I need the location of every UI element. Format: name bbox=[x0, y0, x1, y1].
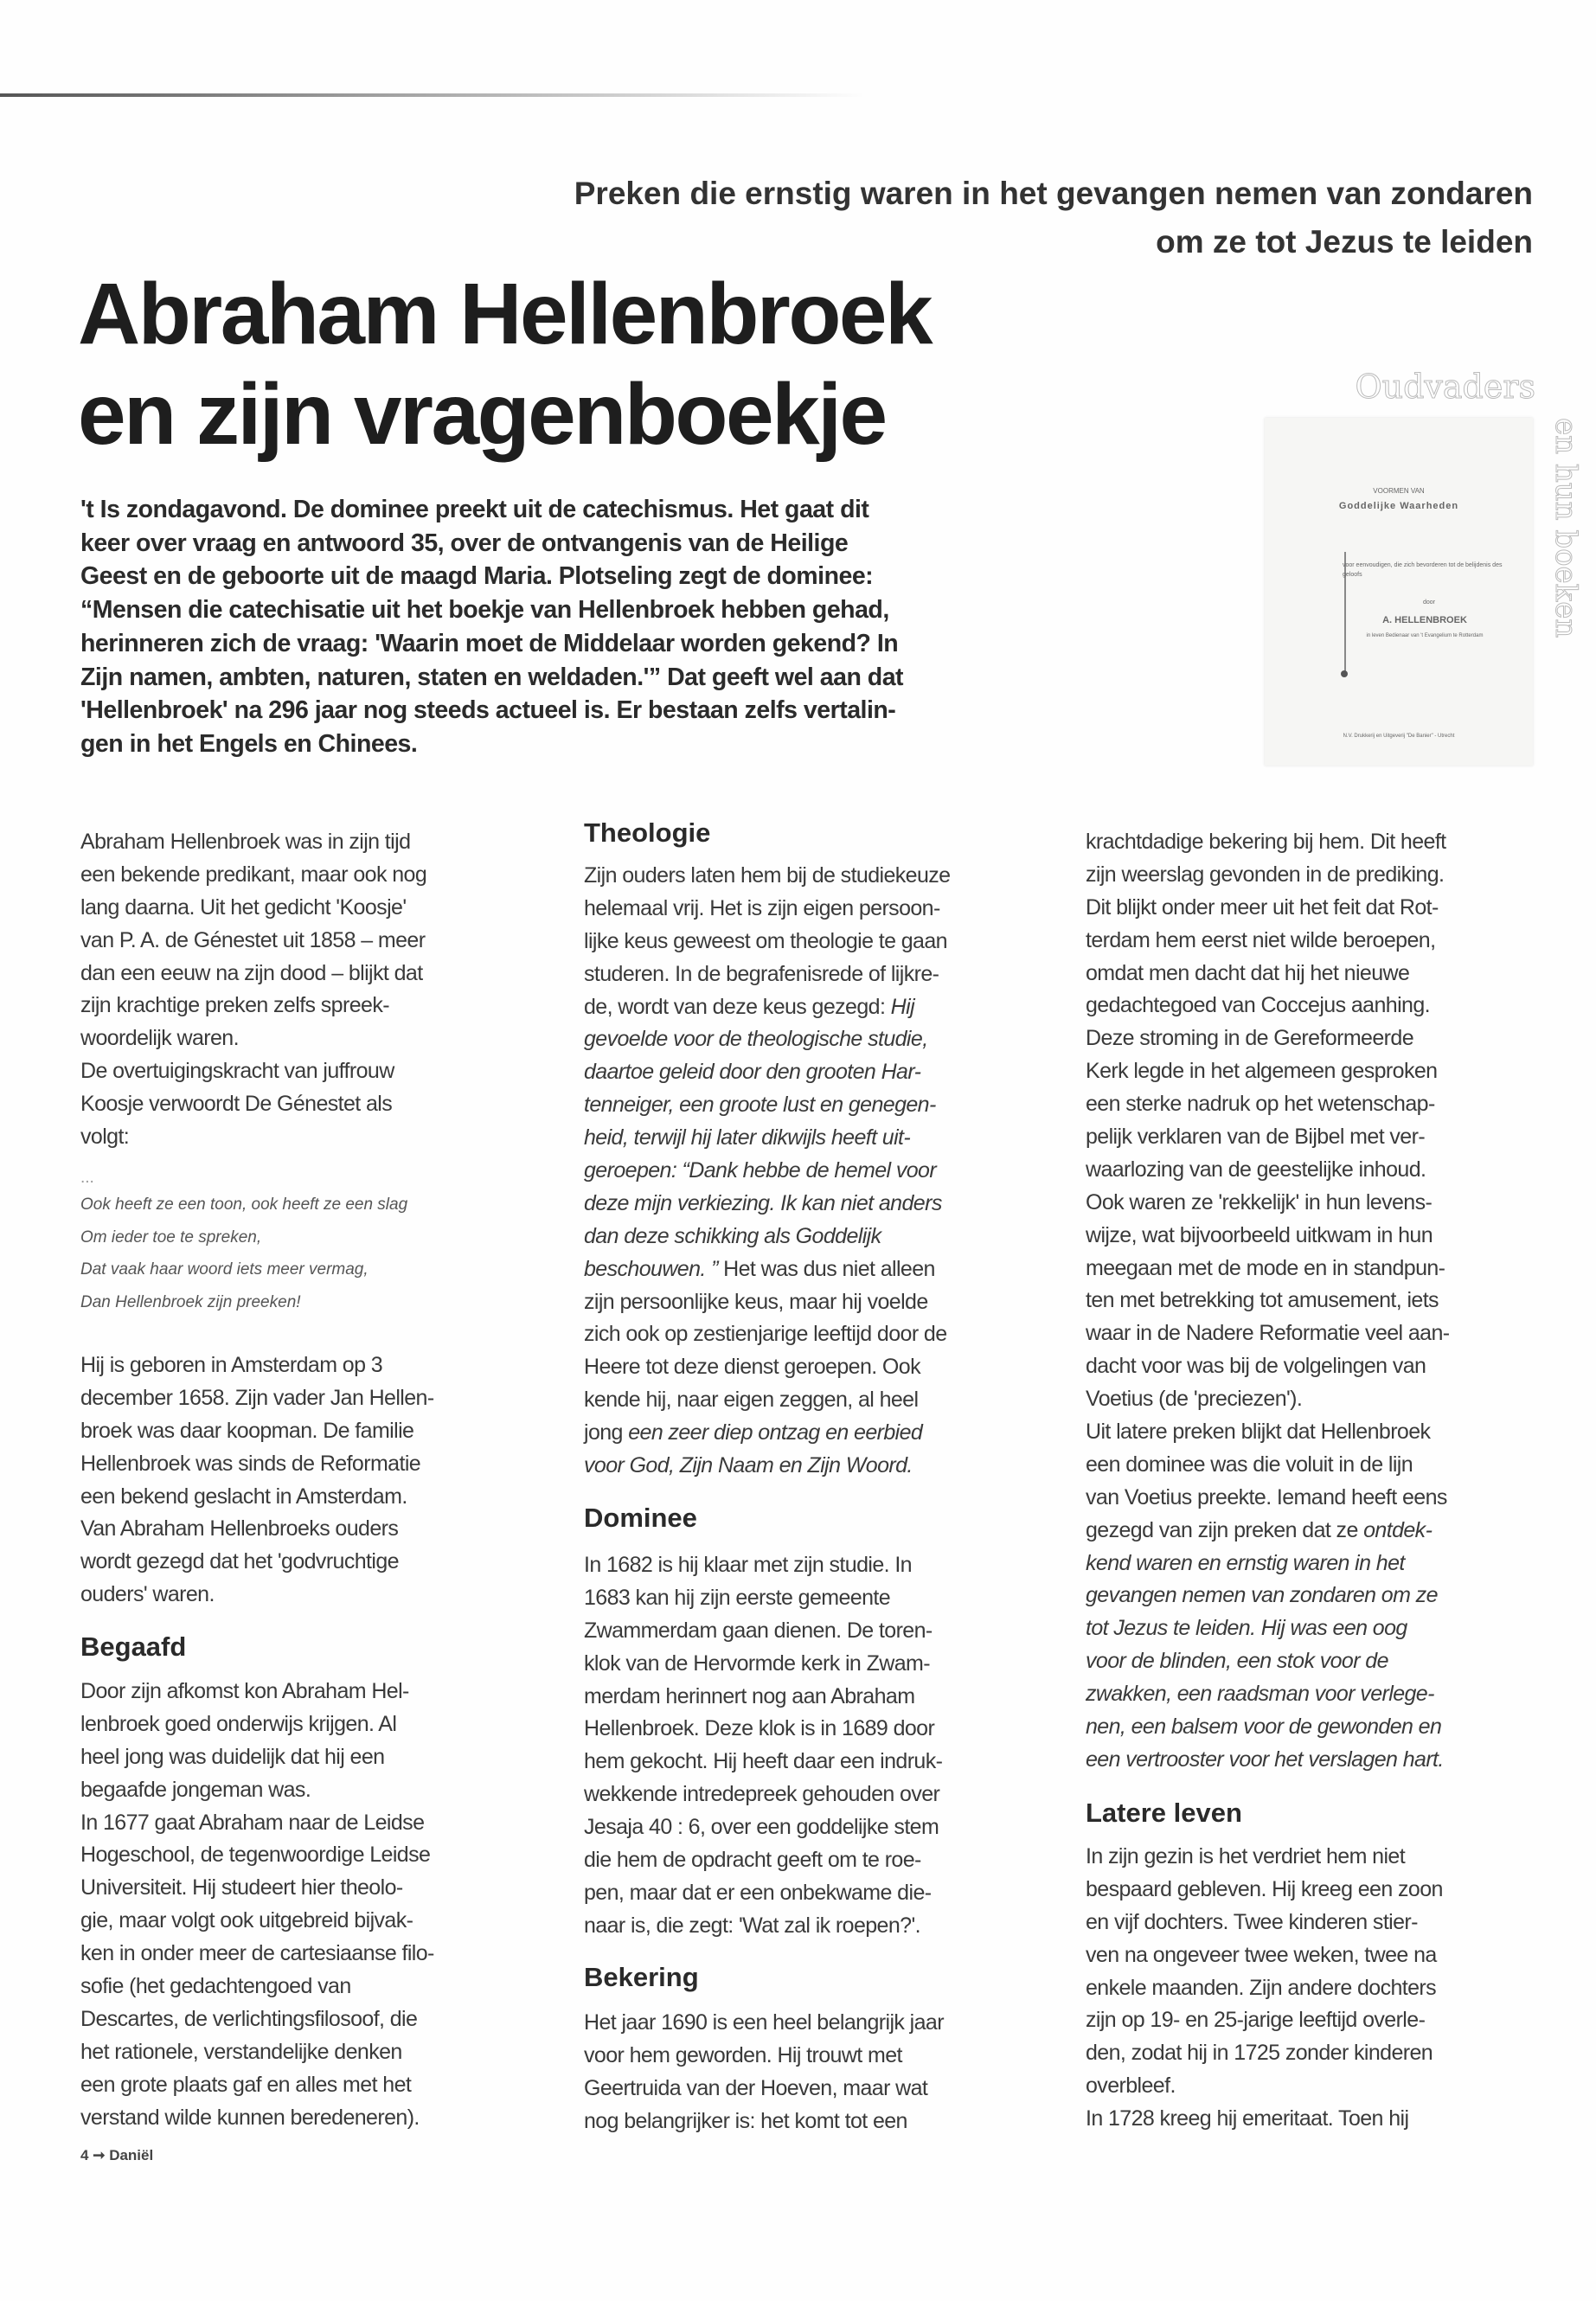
text-line bbox=[1086, 2037, 1553, 2070]
text-line bbox=[584, 1253, 1051, 1286]
text-segment: Het jaar 1690 is een heel belangrijk jaar bbox=[584, 2010, 944, 2035]
text-segment: zijn op 19- en 25-jarige leeftijd overle- bbox=[1086, 2008, 1426, 2033]
text-line bbox=[584, 2106, 1051, 2138]
text-line bbox=[584, 1155, 1051, 1188]
text-line bbox=[584, 1910, 1051, 1943]
text-line bbox=[80, 1121, 548, 1154]
text-line bbox=[1086, 1612, 1553, 1645]
italic-quote: ontdek- bbox=[1363, 1517, 1433, 1542]
text-line bbox=[80, 1448, 548, 1481]
text-segment: Jesaja 40 : 6, over een goddelijke stem bbox=[584, 1815, 939, 1840]
text-line bbox=[1086, 1972, 1553, 2005]
text-line bbox=[1086, 1874, 1553, 1907]
text-segment: helemaal vrij. Het is zijn eigen persoon- bbox=[584, 895, 940, 920]
col1-paragraph bbox=[80, 1676, 548, 2134]
text-segment: lenbroek goed onderwijs krijgen. Al bbox=[80, 1711, 397, 1736]
text-line bbox=[584, 926, 1051, 958]
col2-paragraph bbox=[584, 860, 1051, 1483]
text-segment: wijze, wat bijvoorbeeld uitkwam in hun bbox=[1086, 1222, 1433, 1247]
text-segment: zich ook op zestienjarige leeftijd door de bbox=[584, 1322, 947, 1347]
text-segment: gezegd van zijn preken dat ze bbox=[1086, 1517, 1364, 1542]
text-line bbox=[1086, 1154, 1553, 1187]
text-segment: Hellenbroek was sinds de Reformatie bbox=[80, 1451, 421, 1476]
text-line bbox=[584, 1417, 1051, 1450]
intro-line: 'Hellenbroek' na 296 jaar nog steeds actueel is. Er bestaan zelfs vertalin- bbox=[80, 696, 896, 725]
text-segment: Door zijn afkomst kon Abraham Hel- bbox=[80, 1679, 409, 1703]
text-line bbox=[584, 1089, 1051, 1122]
text-line bbox=[1086, 925, 1553, 958]
col3-paragraph bbox=[1086, 826, 1553, 1777]
text-segment: Ook waren ze 'rekkelijk' in hun levens- bbox=[1086, 1189, 1433, 1215]
col1-paragraph bbox=[80, 1349, 548, 1612]
text-segment: 1683 kan hij zijn eerste gemeente bbox=[584, 1585, 891, 1610]
text-segment: In 1682 is hij klaar met zijn studie. In bbox=[584, 1553, 912, 1577]
text-segment: die hem de opdracht geeft om te roe- bbox=[584, 1848, 921, 1873]
text-segment: Hij is geboren in Amsterdam op 3 bbox=[80, 1353, 383, 1377]
text-line bbox=[80, 1872, 548, 1905]
text-line bbox=[80, 2003, 548, 2036]
text-line bbox=[584, 1450, 1051, 1483]
text-line bbox=[584, 1877, 1051, 1910]
text-segment: enkele maanden. Zijn andere dochters bbox=[1086, 1975, 1437, 2000]
cover-line: in leven Bedienaar van 't Evangelium te Rotterdam bbox=[1366, 633, 1484, 638]
text-segment: Zwammerdam gaan dienen. De toren- bbox=[584, 1618, 933, 1643]
italic-quote: zwakken, een raadsman voor verlege- bbox=[1086, 1682, 1434, 1707]
text-line bbox=[1086, 1416, 1553, 1449]
text-line bbox=[1086, 1645, 1553, 1678]
intro-line: gen in het Engels en Chinees. bbox=[80, 729, 418, 758]
text-segment: lang daarna. Uit het gedicht 'Koosje' bbox=[80, 894, 407, 920]
text-line bbox=[584, 1286, 1051, 1319]
text-line bbox=[80, 1481, 548, 1514]
text-segment: Heere tot deze dienst geroepen. Ook bbox=[584, 1355, 920, 1380]
text-line bbox=[1086, 892, 1553, 925]
text-line bbox=[80, 892, 548, 925]
text-line bbox=[80, 859, 548, 892]
italic-quote: gevoelde voor de theologische studie, bbox=[584, 1027, 928, 1052]
text-segment: een sterke nadruk op het wetenschap- bbox=[1086, 1092, 1435, 1117]
intro-line: Geest en de geboorte uit de maagd Maria. Plotseling zegt de dominee: bbox=[80, 562, 874, 591]
text-line bbox=[1086, 1482, 1553, 1515]
text-segment: Hogeschool, de tegenwoordige Leidse bbox=[80, 1843, 431, 1868]
italic-quote: dan deze schikking als Goddelijk bbox=[584, 1223, 881, 1248]
text-segment: wekkende intredepreek gehouden over bbox=[584, 1782, 940, 1807]
text-segment: Het was dus niet alleen bbox=[717, 1256, 935, 1281]
col3-paragraph bbox=[1086, 1841, 1553, 2136]
text-line bbox=[80, 958, 548, 990]
text-line bbox=[80, 1971, 548, 2003]
cover-publisher: N.V. Drukkerij en Uitgeverij "De Banier" - Utrecht bbox=[1343, 734, 1455, 739]
italic-quote: daartoe geleid door den grooten Har- bbox=[584, 1060, 921, 1085]
italic-quote: tenneiger, een groote lust en genegen- bbox=[584, 1093, 936, 1118]
text-line bbox=[1086, 1285, 1553, 1317]
arrow-icon: ➞ bbox=[93, 2147, 106, 2163]
text-line bbox=[1086, 1907, 1553, 1939]
text-line bbox=[584, 1746, 1051, 1779]
text-line bbox=[80, 1022, 548, 1055]
italic-quote: geroepen: “Dank hebbe de hemel voor bbox=[584, 1158, 937, 1183]
text-segment: Kerk legde in het algemeen gesproken bbox=[1086, 1059, 1438, 1084]
text-segment: woordelijk waren. bbox=[80, 1026, 239, 1051]
text-line bbox=[584, 1384, 1051, 1417]
text-line bbox=[80, 1676, 548, 1708]
text-segment: heel jong was duidelijk dat hij een bbox=[80, 1744, 385, 1769]
article-title bbox=[78, 264, 931, 465]
text-line bbox=[584, 2073, 1051, 2106]
intro-line: 't Is zondagavond. De dominee preekt uit de catechismus. Het gaat dit bbox=[80, 496, 869, 523]
text-line bbox=[1086, 1548, 1553, 1580]
text-line bbox=[1086, 1121, 1553, 1154]
page-footer bbox=[80, 2147, 153, 2164]
text-segment: december 1658. Zijn vader Jan Hellen- bbox=[80, 1385, 434, 1410]
text-line bbox=[584, 1811, 1051, 1844]
text-line bbox=[80, 1382, 548, 1415]
text-segment: naar is, die zegt: 'Wat zal ik roepen?'. bbox=[584, 1913, 920, 1938]
text-line bbox=[80, 1088, 548, 1121]
heading-bekering: Bekering bbox=[584, 1962, 699, 1992]
intro-line: “Mensen die catechisatie uit het boekje van Hellenbroek hebben gehad, bbox=[80, 596, 889, 625]
text-line bbox=[584, 1779, 1051, 1811]
book-cover-image bbox=[1265, 418, 1533, 766]
text-segment: lijke keus geweest om theologie te gaan bbox=[584, 928, 947, 953]
text-segment: De overtuigingskracht van juffrouw bbox=[80, 1059, 394, 1084]
text-line bbox=[1086, 958, 1553, 990]
text-line bbox=[80, 1708, 548, 1741]
text-segment: den, zodat hij in 1725 zonder kinderen bbox=[1086, 2041, 1433, 2066]
text-segment: Zijn ouders laten hem bij de studiekeuze bbox=[584, 863, 951, 888]
text-segment: klok van de Hervormde kerk in Zwam- bbox=[584, 1650, 930, 1676]
intro-line: keer over vraag en antwoord 35, over de ontvangenis van de Heilige bbox=[80, 529, 849, 557]
text-segment: Abraham Hellenbroek was in zijn tijd bbox=[80, 830, 411, 854]
text-line bbox=[584, 2007, 1051, 2040]
poem-ellipsis: ... bbox=[80, 1169, 94, 1187]
text-segment: omdat men dacht dat hij het nieuwe bbox=[1086, 960, 1410, 985]
text-line bbox=[1086, 2070, 1553, 2103]
text-line bbox=[1086, 1841, 1553, 1874]
text-segment: zijn krachtige preken zelfs spreek- bbox=[80, 993, 389, 1018]
text-line bbox=[80, 1839, 548, 1872]
text-segment: In 1728 kreeg hij emeritaat. Toen hij bbox=[1086, 2106, 1409, 2131]
text-line bbox=[584, 1056, 1051, 1089]
poem-line: Om ieder toe te spreken, bbox=[80, 1227, 262, 1247]
text-segment: broek was daar koopman. De familie bbox=[80, 1418, 414, 1443]
italic-quote: voor God, Zijn Naam en Zijn Woord. bbox=[584, 1453, 913, 1478]
text-line bbox=[1086, 1350, 1553, 1383]
cover-dot bbox=[1341, 670, 1348, 677]
text-line bbox=[1086, 1055, 1553, 1088]
text-segment: dacht voor was bij de volgelingen van bbox=[1086, 1354, 1426, 1379]
text-segment: overbleef. bbox=[1086, 2073, 1176, 2099]
italic-quote: voor de blinden, een stok voor de bbox=[1086, 1649, 1388, 1674]
intro-line: herinneren zich de vraag: 'Waarin moet de Middelaar worden gekend? In bbox=[80, 629, 899, 657]
text-line bbox=[584, 1582, 1051, 1615]
heading-begaafd: Begaafd bbox=[80, 1631, 187, 1662]
text-line bbox=[584, 893, 1051, 926]
italic-quote: heid, terwijl hij later dikwijls heeft uit- bbox=[584, 1125, 911, 1150]
text-line bbox=[584, 1221, 1051, 1253]
text-line bbox=[584, 1713, 1051, 1746]
text-line bbox=[584, 991, 1051, 1024]
article-subtitle bbox=[574, 170, 1533, 266]
text-segment: de, wordt van deze keus gezegd: bbox=[584, 994, 891, 1019]
italic-quote: een zeer diep ontzag en eerbied bbox=[628, 1420, 923, 1445]
series-subtitle: en hun boeken bbox=[1548, 418, 1583, 638]
scan-edge bbox=[0, 93, 865, 97]
text-segment: Voetius (de 'preciezen'). bbox=[1086, 1387, 1303, 1412]
title-line: Abraham Hellenbroek bbox=[78, 266, 932, 362]
text-line bbox=[80, 1415, 548, 1448]
poem-line: Ook heeft ze een toon, ook heeft ze een slag bbox=[80, 1195, 408, 1214]
text-line bbox=[584, 1549, 1051, 1582]
text-segment: hem gekocht. Hij heeft daar een indruk- bbox=[584, 1749, 943, 1774]
text-segment: In 1677 gaat Abraham naar de Leidse bbox=[80, 1810, 425, 1835]
text-line bbox=[584, 1023, 1051, 1056]
text-segment: van Voetius preekte. Iemand heeft eens bbox=[1086, 1484, 1447, 1509]
text-line bbox=[1086, 1187, 1553, 1220]
text-segment: jong bbox=[584, 1420, 629, 1445]
text-segment: bespaard gebleven. Hij kreeg een zoon bbox=[1086, 1876, 1443, 1901]
text-segment: ken in onder meer de cartesiaanse filo- bbox=[80, 1941, 434, 1966]
text-line bbox=[584, 1615, 1051, 1648]
text-line bbox=[1086, 826, 1553, 859]
text-segment: een bekend geslacht in Amsterdam. bbox=[80, 1484, 407, 1509]
col1-paragraph bbox=[80, 826, 548, 1154]
text-segment: ouders' waren. bbox=[80, 1582, 215, 1607]
text-line bbox=[1086, 1515, 1553, 1548]
text-line bbox=[80, 1513, 548, 1546]
text-line bbox=[1086, 1383, 1553, 1416]
magazine-name: Daniël bbox=[109, 2147, 154, 2163]
text-segment: zijn weerslag gevonden in de prediking. bbox=[1086, 862, 1445, 887]
text-segment: volgt: bbox=[80, 1125, 130, 1150]
italic-quote: nen, een balsem voor de gewonden en bbox=[1086, 1715, 1442, 1740]
title-line: en zijn vragenboekje bbox=[78, 366, 886, 463]
text-line bbox=[80, 2036, 548, 2069]
series-title: Oudvaders bbox=[1355, 368, 1535, 406]
text-segment: een grote plaats gaf en alles met het bbox=[80, 2072, 412, 2097]
text-segment: het rationele, verstandelijke denken bbox=[80, 2039, 402, 2064]
text-segment: Deze stroming in de Gereformeerde bbox=[1086, 1026, 1413, 1051]
text-segment: dan een eeuw na zijn dood – blijkt dat bbox=[80, 960, 423, 985]
text-line bbox=[1086, 1022, 1553, 1055]
subtitle-line: om ze tot Jezus te leiden bbox=[1156, 224, 1533, 260]
text-segment: voor hem geworden. Hij trouwt met bbox=[584, 2042, 902, 2067]
text-segment: Hellenbroek. Deze klok is in 1689 door bbox=[584, 1716, 935, 1741]
text-segment: pelijk verklaren van de Bijbel met ver- bbox=[1086, 1125, 1426, 1150]
text-line bbox=[80, 990, 548, 1022]
text-line bbox=[1086, 2103, 1553, 2136]
poem-quote bbox=[80, 1168, 407, 1318]
text-segment: ven na ongeveer twee weken, twee na bbox=[1086, 1942, 1437, 1967]
text-line bbox=[80, 1579, 548, 1612]
cover-line: VOORMEN VAN bbox=[1373, 487, 1425, 495]
text-line bbox=[80, 1938, 548, 1971]
text-line bbox=[584, 1122, 1051, 1155]
text-segment: terdam hem eerst niet wilde beroepen, bbox=[1086, 927, 1436, 952]
text-line bbox=[584, 2040, 1051, 2073]
text-line bbox=[80, 1774, 548, 1807]
italic-quote: tot Jezus te leiden. Hij was een oog bbox=[1086, 1616, 1407, 1641]
text-segment: een dominee was die voluit in de lijn bbox=[1086, 1452, 1413, 1477]
text-segment: Dit blijkt onder meer uit het feit dat Rot- bbox=[1086, 894, 1439, 920]
text-segment: merdam herinnert nog aan Abraham bbox=[584, 1683, 915, 1708]
italic-quote: beschouwen. ” bbox=[584, 1256, 718, 1281]
cover-line: voor eenvoudigen, die zich bevorderen tot de belijdenis des geloofs bbox=[1343, 562, 1503, 578]
text-line bbox=[80, 826, 548, 859]
page-number: 4 bbox=[80, 2147, 89, 2163]
text-line bbox=[1086, 1744, 1553, 1777]
text-line bbox=[80, 1741, 548, 1774]
italic-quote: kend waren en ernstig waren in het bbox=[1086, 1550, 1405, 1575]
text-segment: kende hij, naar eigen zeggen, al heel bbox=[584, 1388, 919, 1413]
text-line bbox=[80, 1349, 548, 1382]
text-line bbox=[584, 1318, 1051, 1351]
text-segment: ten met betrekking tot amusement, iets bbox=[1086, 1288, 1439, 1313]
text-segment: Uit latere preken blijkt dat Hellenbroek bbox=[1086, 1420, 1431, 1445]
text-line bbox=[1086, 1317, 1553, 1350]
text-segment: In zijn gezin is het verdriet hem niet bbox=[1086, 1844, 1406, 1868]
text-segment: wordt gezegd dat het 'godvruchtige bbox=[80, 1549, 399, 1574]
poem-line: Dat vaak haar woord iets meer vermag, bbox=[80, 1260, 369, 1279]
text-segment: nog belangrijker is: het komt tot een bbox=[584, 2108, 907, 2133]
text-line bbox=[1086, 859, 1553, 892]
text-segment: Geertruida van der Hoeven, maar wat bbox=[584, 2075, 928, 2100]
text-segment: Descartes, de verlichtingsfilosoof, die bbox=[80, 2006, 418, 2031]
text-line bbox=[584, 1844, 1051, 1877]
heading-dominee: Dominee bbox=[584, 1503, 697, 1533]
text-line bbox=[1086, 1580, 1553, 1612]
col2-paragraph bbox=[584, 1549, 1051, 1943]
text-segment: gedachtegoed van Coccejus aanhing. bbox=[1086, 993, 1430, 1018]
text-line bbox=[1086, 1449, 1553, 1482]
text-segment: begaafde jongeman was. bbox=[80, 1777, 311, 1802]
text-line bbox=[1086, 2004, 1553, 2037]
text-line bbox=[80, 2102, 548, 2135]
text-line bbox=[584, 1648, 1051, 1681]
text-segment: meegaan met de mode en in standpun- bbox=[1086, 1255, 1445, 1280]
italic-quote: Hij bbox=[890, 994, 915, 1019]
text-segment: studeren. In de begrafenisrede of lijkre- bbox=[584, 961, 939, 986]
text-segment: gie, maar volgt ook uitgebreid bijvak- bbox=[80, 1908, 413, 1933]
text-segment: Van Abraham Hellenbroeks ouders bbox=[80, 1516, 399, 1541]
text-line bbox=[1086, 1220, 1553, 1253]
text-line bbox=[584, 958, 1051, 991]
text-line bbox=[584, 1681, 1051, 1714]
text-segment: waar in de Nadere Reformatie veel aan- bbox=[1086, 1321, 1450, 1346]
italic-quote: een vertrooster voor het verslagen hart. bbox=[1086, 1747, 1444, 1772]
text-line bbox=[584, 1188, 1051, 1221]
text-line bbox=[80, 1807, 548, 1840]
text-segment: een bekende predikant, maar ook nog bbox=[80, 862, 427, 887]
col2-paragraph bbox=[584, 2007, 1051, 2138]
cover-line: door bbox=[1422, 599, 1435, 606]
intro-paragraph bbox=[80, 493, 903, 761]
text-line bbox=[1086, 1711, 1553, 1744]
italic-quote: gevangen nemen van zondaren om ze bbox=[1086, 1583, 1438, 1608]
text-line bbox=[1086, 1253, 1553, 1285]
text-line bbox=[80, 1055, 548, 1088]
text-segment: en vijf dochters. Twee kinderen stier- bbox=[1086, 1909, 1418, 1934]
text-segment: waarlozing van de geestelijke inhoud. bbox=[1086, 1157, 1426, 1182]
heading-theologie: Theologie bbox=[584, 817, 711, 848]
text-segment: sofie (het gedachtengoed van bbox=[80, 1974, 351, 1999]
text-line bbox=[80, 1905, 548, 1938]
text-line bbox=[80, 925, 548, 958]
text-segment: van P. A. de Génestet uit 1858 – meer bbox=[80, 927, 426, 952]
italic-quote: deze mijn verkiezing. Ik kan niet anders bbox=[584, 1190, 942, 1215]
text-line bbox=[1086, 1939, 1553, 1972]
text-segment: verstand wilde kunnen beredeneren). bbox=[80, 2105, 420, 2130]
cover-book-title: Goddelijke Waarheden bbox=[1338, 501, 1459, 511]
poem-line: Dan Hellenbroek zijn preeken! bbox=[80, 1292, 301, 1311]
text-line bbox=[80, 1546, 548, 1579]
text-line bbox=[1086, 1678, 1553, 1711]
intro-line: Zijn namen, ambten, naturen, staten en weldaden.'” Dat geeft wel aan dat bbox=[80, 663, 904, 691]
subtitle-line: Preken die ernstig waren in het gevangen nemen van zondaren bbox=[574, 176, 1533, 211]
text-line bbox=[1086, 990, 1553, 1022]
cover-author: A. HELLENBROEK bbox=[1382, 615, 1467, 625]
text-segment: zijn persoonlijke keus, maar hij voelde bbox=[584, 1289, 928, 1314]
text-segment: pen, maar dat er een onbekwame die- bbox=[584, 1880, 932, 1905]
text-line bbox=[584, 1351, 1051, 1384]
heading-latere-leven: Latere leven bbox=[1086, 1798, 1242, 1828]
text-segment: Universiteit. Hij studeert hier theolo- bbox=[80, 1875, 403, 1900]
text-segment: Koosje verwoordt De Génestet als bbox=[80, 1092, 393, 1117]
text-line bbox=[1086, 1088, 1553, 1121]
text-segment: krachtdadige bekering bij hem. Dit heeft bbox=[1086, 830, 1446, 854]
text-line bbox=[584, 860, 1051, 893]
text-line bbox=[80, 2069, 548, 2102]
